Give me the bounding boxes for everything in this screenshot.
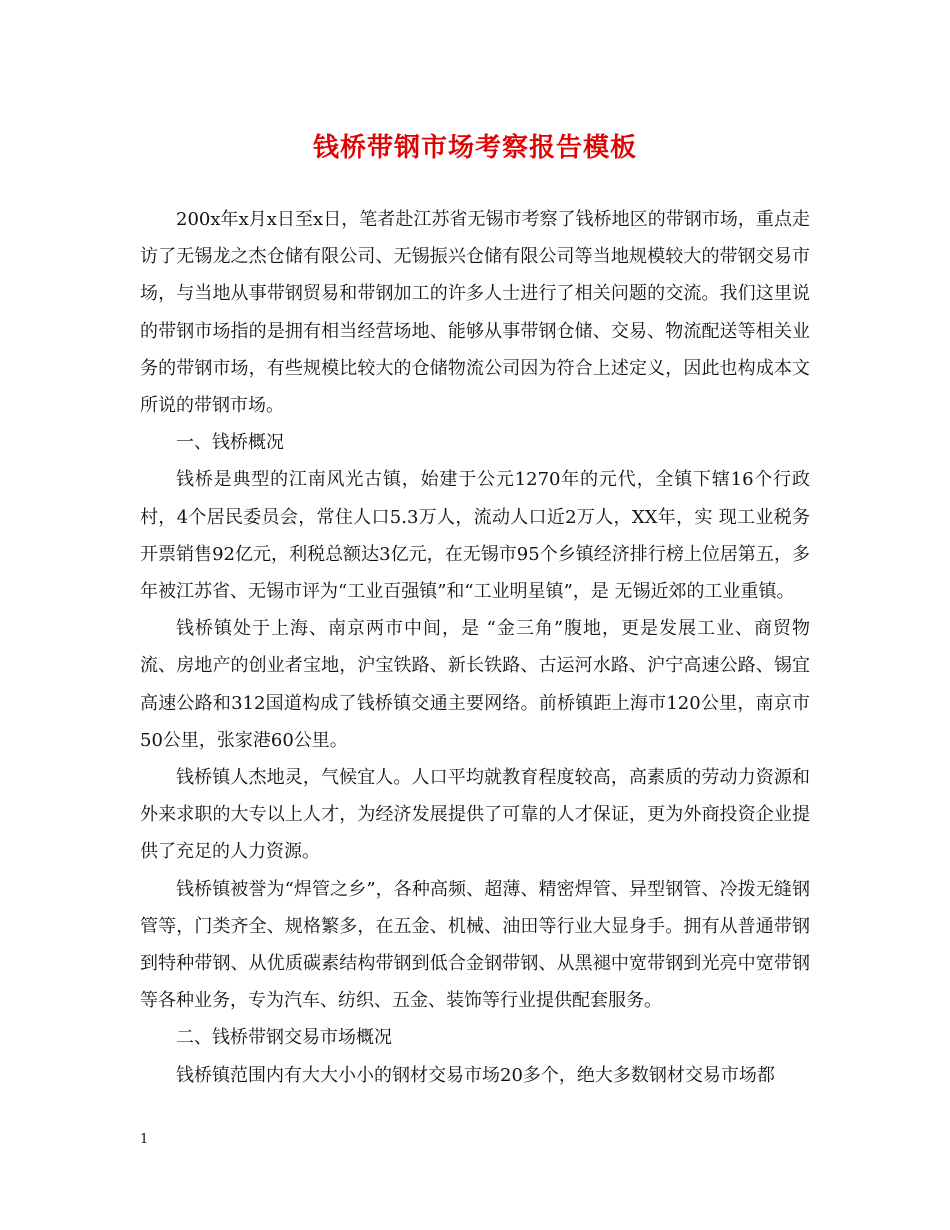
page-number: 1 (140, 1132, 149, 1147)
paragraph-market-count: 钱桥镇范围内有大大小小的钢材交易市场20多个，绝大多数钢材交易市场都 (176, 1064, 775, 1086)
section-heading-market-overview: 二、钱桥带钢交易市场概况 (176, 1027, 392, 1049)
section-heading-overview: 一、钱桥概况 (176, 432, 284, 454)
paragraph-human-resources: 钱桥镇人杰地灵，气候宜人。人口平均就教育程度较高，高素质的劳动力资源和外来求职的大专以上人才，为经济发展提供了可靠的人才保证，更为外商投资企业提供了充足的人力资源。 (140, 767, 810, 863)
paragraph-welded-pipe-industry: 钱桥镇被誉为“焊管之乡”，各种高频、超薄、精密焊管、异型钢管、冷拨无缝钢管等，门类齐全、规格繁多，在五金、机械、油田等行业大显身手。拥有从普通带钢到特种带钢、从优质碳素结构带钢到低合金钢带钢、从黑褪中宽带钢到光亮中宽带钢等各种业务，专为汽车、纺织、五金、装饰等行业提供配套服务。 (140, 878, 810, 1012)
paragraph-town-history: 钱桥是典型的江南风光古镇，始建于公元1270年的元代，全镇下辖16个行政村，4个居民委员会，常住人口5.3万人，流动人口近2万人，XX年，实 现工业税务开票销售92亿元，利税总额达3亿元，在无锡市95个乡镇经济排行榜上位居第五，多年被江苏省、无锡市评为“工业百强镇”和“工业明星镇”，是 无锡近郊的工业重镇。 (140, 469, 810, 603)
document-body (140, 201, 810, 1094)
document-title: 钱桥带钢市场考察报告模板 (312, 133, 637, 163)
paragraph-intro: 200x年x月x日至x日，笔者赴江苏省无锡市考察了钱桥地区的带钢市场，重点走访了无锡龙之杰仓储有限公司、无锡振兴仓储有限公司等当地规模较大的带钢交易市场，与当地从事带钢贸易和带钢加工的许多人士进行了相关问题的交流。我们这里说的带钢市场指的是拥有相当经营场地、能够从事带钢仓储、交易、物流配送等相关业务的带钢市场，有些规模比较大的仓储物流公司因为符合上述定义，因此也构成本文所说的带钢市场。 (140, 209, 810, 417)
paragraph-location-transport: 钱桥镇处于上海、南京两市中间，是 “金三角”腹地，更是发展工业、商贸物流、房地产的创业者宝地，沪宝铁路、新长铁路、古运河水路、沪宁高速公路、锡宜高速公路和312国道构成了钱桥镇交通主要网络。前桥镇距上海市120公里，南京市50公里，张家港60公里。 (140, 618, 810, 751)
